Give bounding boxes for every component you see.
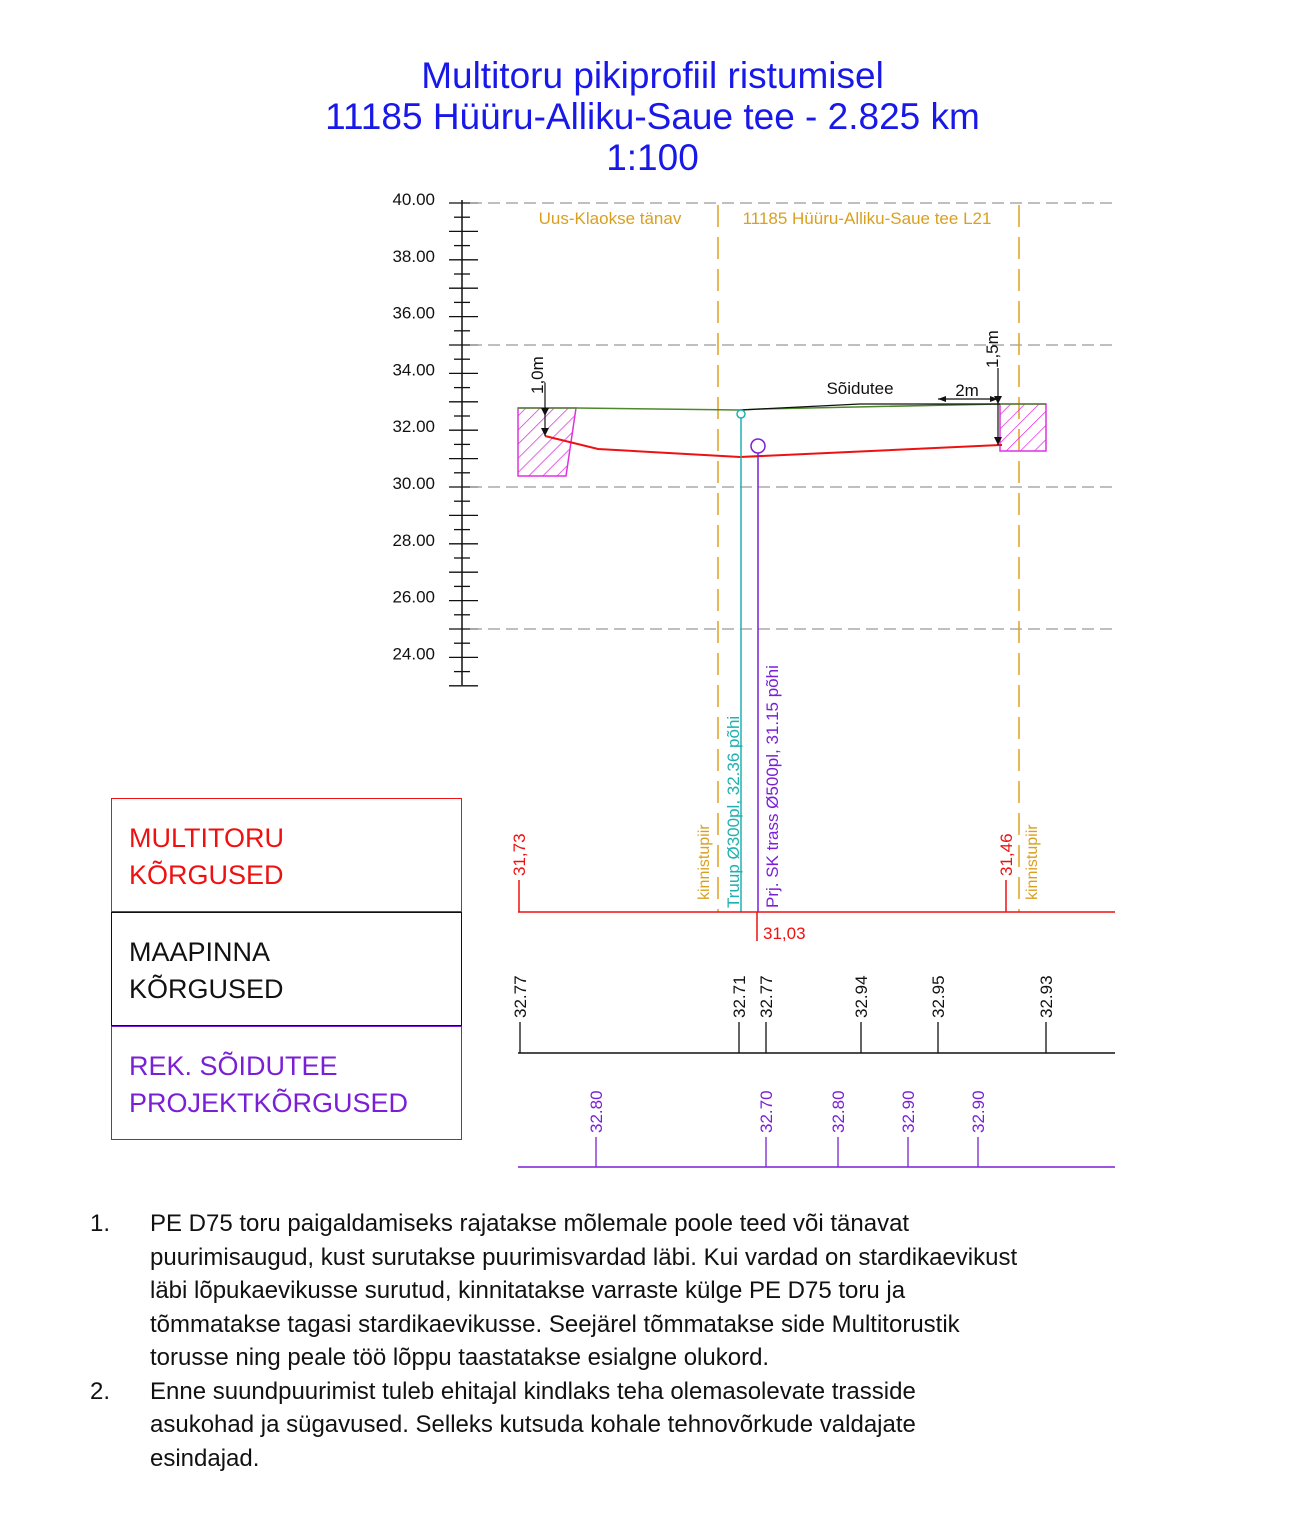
- note-item: [90, 1207, 1240, 1375]
- band-value: 32.71: [730, 975, 749, 1018]
- multitoru-height-low: 31,03: [763, 924, 806, 943]
- road-left-label: Uus-Klaokse tänav: [538, 209, 682, 228]
- axis-label: 32.00: [392, 417, 435, 437]
- sewer-crossing: [751, 439, 782, 912]
- depth-right-label: 1,5m: [983, 330, 1002, 368]
- dimension-2m: [938, 381, 998, 402]
- band-value: 32.70: [757, 1090, 776, 1133]
- dimension-2m-label: 2m: [955, 381, 979, 400]
- road-heights-band: [518, 1090, 1115, 1167]
- band-value: 32.93: [1037, 975, 1056, 1018]
- elevation-axis: [392, 190, 478, 686]
- boundary-right-label: kinnistupiir: [1024, 824, 1041, 900]
- band-value: 32.80: [587, 1090, 606, 1133]
- ground-surface-line: [518, 404, 1046, 410]
- culvert-crossing: [724, 410, 745, 912]
- note-item: [90, 1375, 1240, 1476]
- note-number: 1.: [90, 1210, 111, 1237]
- boundary-left-label: kinnistupiir: [696, 824, 713, 900]
- title-line-1: Multitoru pikiprofiil ristumisel: [421, 55, 884, 96]
- title-line-3: 1:100: [606, 137, 699, 178]
- axis-label: 24.00: [392, 644, 435, 664]
- legend-ground: MAAPINNA KÕRGUSED: [111, 912, 462, 1026]
- legend-multitoru: MULTITORU KÕRGUSED: [111, 798, 462, 912]
- note-number: 2.: [90, 1377, 111, 1405]
- legend-road: REK. SÕIDUTEE PROJEKTKÕRGUSED: [111, 1026, 462, 1140]
- depth-left-label: 1,0m: [528, 356, 547, 394]
- band-value: 32.77: [511, 975, 530, 1018]
- culvert-pipe-icon: [737, 410, 745, 418]
- band-value: 32.94: [852, 975, 871, 1018]
- culvert-label: Truup Ø300pl, 32.36 põhi: [724, 715, 743, 908]
- band-value: 32.90: [899, 1090, 918, 1133]
- band-value: 32.80: [829, 1090, 848, 1133]
- sewer-label: Prj. SK trass Ø500pl, 31.15 põhi: [763, 665, 782, 908]
- axis-label: 34.00: [392, 360, 435, 380]
- band-value: 32.77: [757, 975, 776, 1018]
- ground-heights-band: [511, 975, 1115, 1053]
- road-right-label: 11185 Hüüru-Alliku-Saue tee L21: [742, 209, 992, 228]
- multitoru-profile-line: [545, 436, 1002, 457]
- carriageway-label: Sõidutee: [826, 379, 894, 398]
- multitoru-height-start: 31,73: [510, 833, 529, 876]
- band-value: 32.95: [929, 975, 948, 1018]
- axis-label: 38.00: [392, 246, 435, 266]
- axis-label: 26.00: [392, 587, 435, 607]
- axis-label: 28.00: [392, 530, 435, 550]
- band-value: 32.90: [969, 1090, 988, 1133]
- multitoru-height-end: 31,46: [997, 833, 1016, 876]
- title-line-2: 11185 Hüüru-Alliku-Saue tee - 2.825 km: [325, 96, 980, 137]
- end-pit: [1000, 404, 1046, 451]
- note-text: Enne suundpuurimist tuleb ehitajal kindlaks teha olemasolevate trasside asukohad ja sügavused. Selleks kutsuda kohale tehnovõrkude valdajate esindajad.: [150, 1377, 916, 1472]
- sewer-pipe-icon: [751, 439, 765, 453]
- depth-dimension-right: [983, 330, 1002, 445]
- axis-label: 30.00: [392, 474, 435, 493]
- note-text: PE D75 toru paigaldamiseks rajatakse mõlemale poole teed või tänavat puurimisaugud, kust surutakse puurimisvardad läbi. Kui vardad on stardikaevikust läbi lõpukaevikusse surutud, kinnitatakse varraste külge PE D75 toru ja tõmmatakse tagasi stardikaevikusse. Seejärel tõmmatakse side Multitorustik torusse ning peale töö lõppu taastatakse esialgne olukord.: [150, 1210, 1018, 1371]
- axis-label: 40.00: [392, 190, 435, 209]
- notes-list: [90, 1207, 1240, 1475]
- axis-label: 36.00: [392, 303, 435, 323]
